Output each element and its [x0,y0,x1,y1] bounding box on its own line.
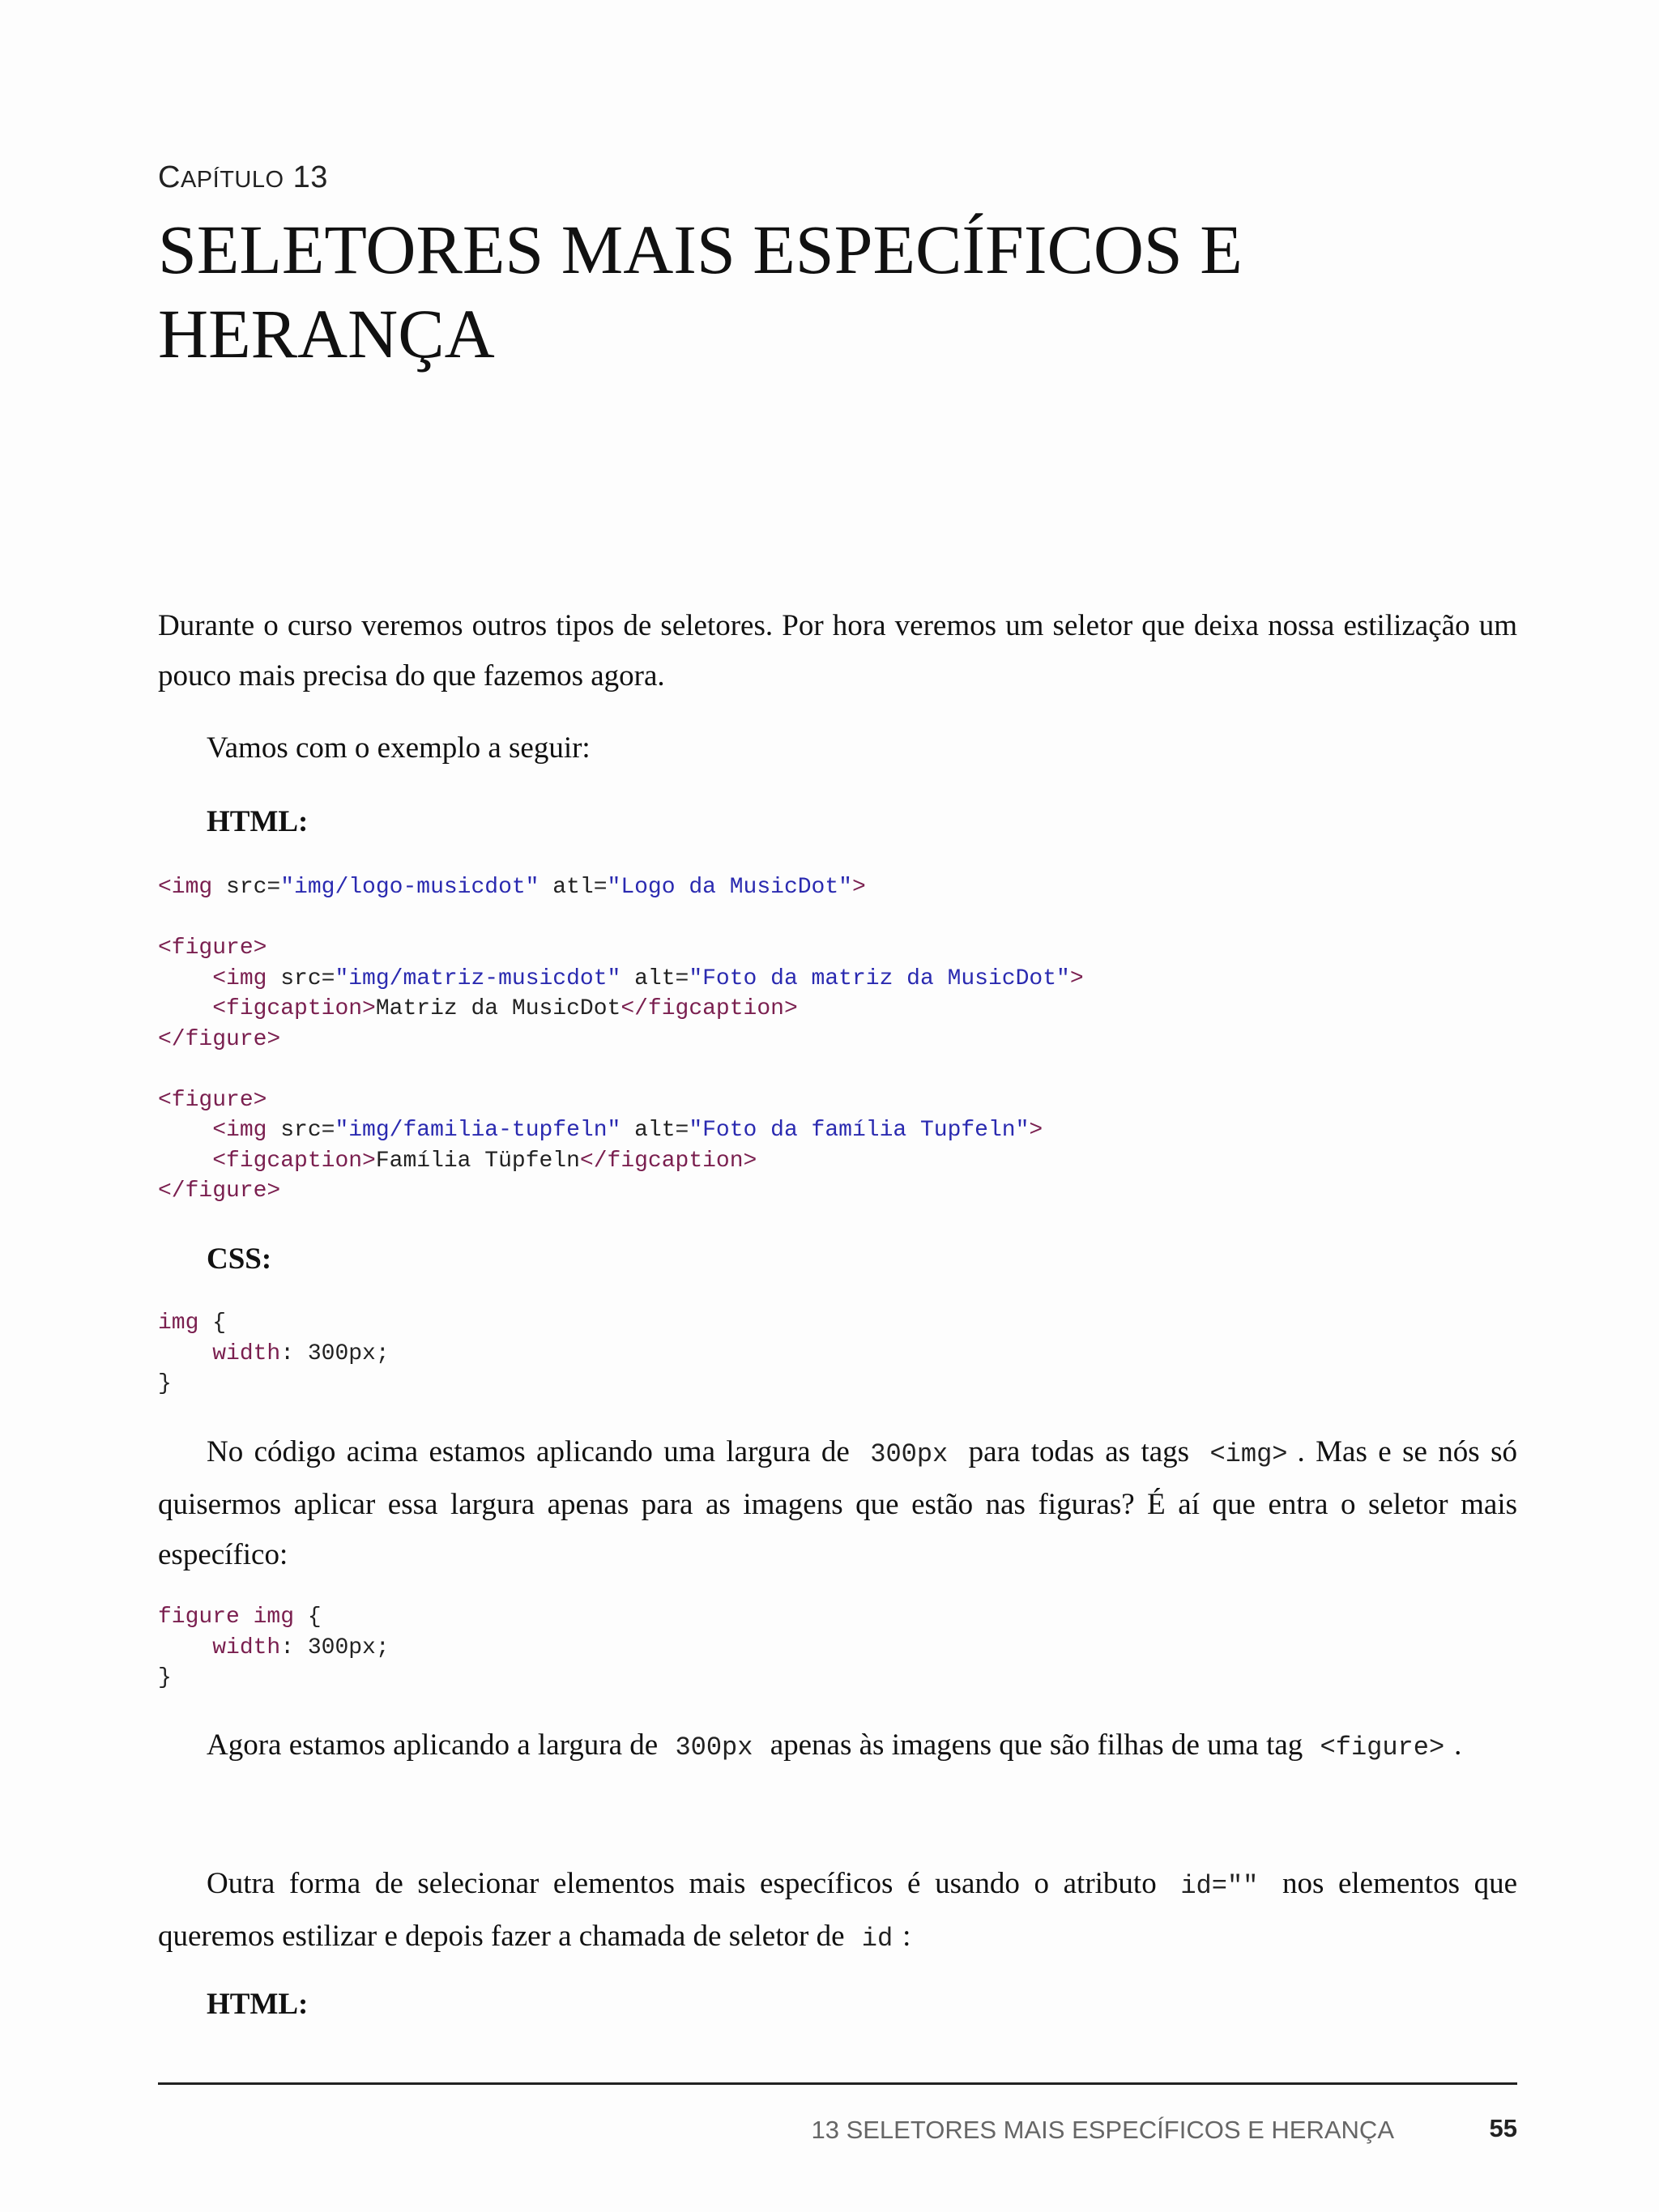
inline-code-300px: 300px [870,1439,949,1469]
example-intro-paragraph: Vamos com o exemplo a seguir: [207,731,591,765]
chapter-title-line-2: HERANÇA [158,295,495,373]
css-label: CSS: [207,1242,272,1276]
inline-code-img-tag: <img> [1209,1439,1288,1469]
chapter-title-line-1: SELETORES MAIS ESPECÍFICOS E [158,211,1243,288]
inline-code-id-attr: id="" [1180,1871,1259,1901]
html-code-block: <img src="img/logo-musicdot" atl="Logo da MusicDot"> <figure> <img src="img/matriz-musicdot" alt="Foto da matriz da MusicDot"> <figcaption>Matriz da MusicDot</figcaption> </figure> <figure> <img src="img/familia-tupfeln" alt="Foto da família Tupfeln"> <figcaption>Família Tüpfeln</figcaption> </figure> [158,875,1084,1204]
css-code-block-1: img { width: 300px; } [158,1311,390,1396]
chapter-label-initial: C [158,160,181,194]
chapter-label [158,160,328,195]
figure-img-paragraph: Agora estamos aplicando a largura de 300px apenas às imagens que são filhas de uma tag <figure> . [207,1728,1462,1762]
width-explanation-paragraph: No código acima estamos aplicando uma largura de 300px para todas as tags <img> . Mas e se nós só quisermos aplicar essa largura apenas para as imagens que estão nas figuras? É aí que entra o seletor mais específico: [158,1435,1518,1571]
inline-code-300px-2: 300px [675,1733,753,1762]
html-label: HTML: [207,805,309,838]
inline-code-id: id [861,1924,893,1954]
footer-page-number: 55 [1489,2114,1517,2142]
inline-code-figure-tag: <figure> [1320,1733,1445,1762]
chapter-label-rest: APÍTULO [180,167,284,193]
footer-divider [158,2082,1517,2085]
chapter-number: 13 [292,160,328,194]
footer-chapter-title: 13 SELETORES MAIS ESPECÍFICOS E HERANÇA [811,2116,1394,2144]
id-selector-paragraph: Outra forma de selecionar elementos mais específicos é usando o atributo id="" nos elementos que queremos estilizar e depois fazer a chamada de seletor de id : [158,1867,1518,1954]
html-label-2: HTML: [207,1988,309,2021]
chapter-title [158,207,1454,376]
intro-paragraph: Durante o curso veremos outros tipos de seletores. Por hora veremos um seletor que deixa nossa estilização um pouco mais precisa do que fazemos agora. [158,609,1517,693]
css-code-block-2: figure img { width: 300px; } [158,1605,390,1690]
